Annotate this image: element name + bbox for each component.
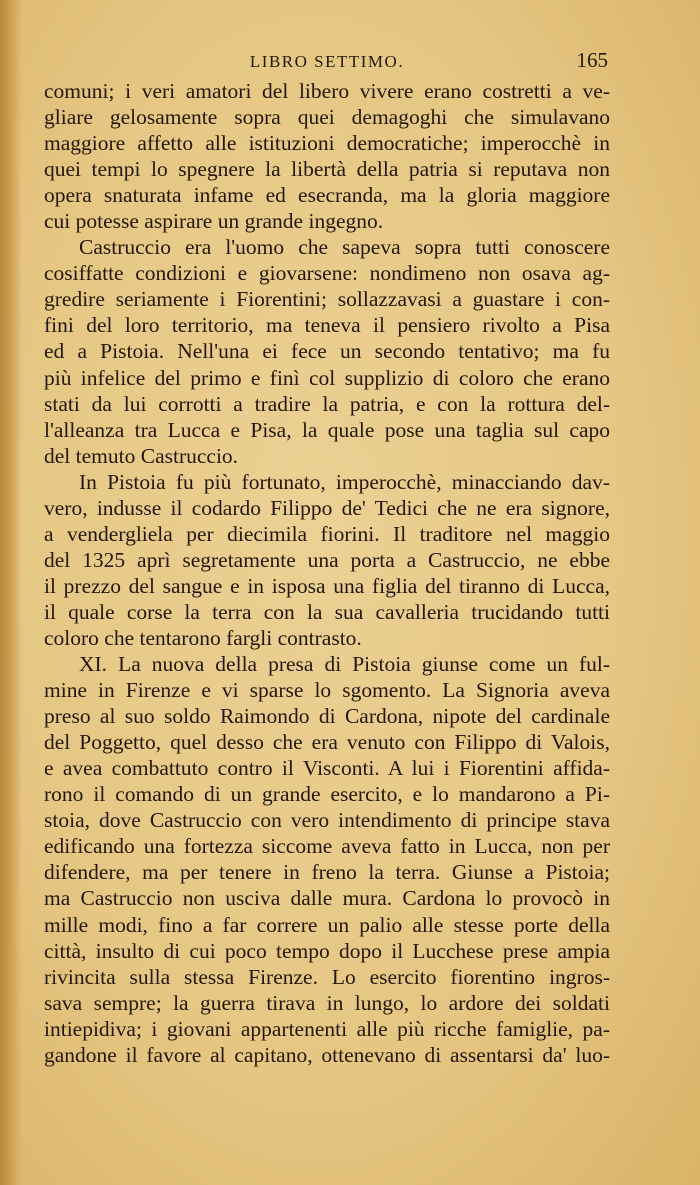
text-line: vero, indusse il codardo Filippo de' Tedici che ne era signore, — [44, 495, 610, 520]
text-line: stati da lui corrotti a tradire la patria, e con la rottura del- — [44, 391, 610, 416]
text-line: del 1325 aprì segretamente una porta a Castruccio, ne ebbe — [44, 547, 610, 572]
text-line: del temuto Castruccio. — [44, 443, 239, 468]
text-line: il quale corse la terra con la sua cavalleria trucidando tutti — [44, 599, 610, 624]
text-line: l'alleanza tra Lucca e Pisa, la quale pose una taglia sul capo — [44, 417, 610, 442]
text-line: maggiore affetto alle istituzioni democratiche; imperocchè in — [44, 131, 610, 156]
text-line: quei tempi lo spegnere la libertà della patria si reputava non — [44, 157, 610, 182]
running-title: LIBRO SETTIMO. — [249, 52, 405, 71]
text-line: sava sempre; la guerra tirava in lungo, lo ardore dei soldati — [44, 990, 610, 1015]
text-line: e avea combattuto contro il Visconti. A lui i Fiorentini affida- — [44, 756, 610, 781]
text-line: città, insulto di cui poco tempo dopo il Lucchese prese ampia — [44, 938, 610, 963]
text-line: rono il comando di un grande esercito, e lo mandarono a Pi- — [44, 782, 610, 807]
text-line: comuni; i veri amatori del libero vivere erano costretti a ve- — [44, 79, 610, 103]
text-line: del Poggetto, quel desso che era venuto con Filippo di Valois, — [44, 730, 610, 755]
text-line: coloro che tentarono fargli contrasto. — [44, 625, 362, 650]
text-line: cosiffatte condizioni e giovarsene: nondimeno non osava ag- — [44, 261, 610, 286]
text-line: preso al suo soldo Raimondo di Cardona, nipote del cardinale — [44, 704, 610, 729]
section-start-line: XI. La nuova della presa di Pistoia giunse come un ful- — [79, 652, 610, 677]
text-line: rivincita sulla stessa Firenze. Lo esercito fiorentino ingros- — [44, 964, 610, 989]
page-number: 165 — [576, 48, 608, 72]
text-line: ma Castruccio non usciva dalle mura. Cardona lo provocò in — [44, 886, 610, 911]
text-line: mine in Firenze e vi sparse lo sgomento. La Signoria aveva — [44, 678, 610, 703]
body-text — [44, 78, 610, 1068]
text-line: intiepidiva; i giovani appartenenti alle più ricche famiglie, pa- — [44, 1016, 610, 1041]
text-line: il prezzo del sangue e in isposa una figlia del tiranno di Lucca, — [44, 573, 610, 598]
text-line: Castruccio era l'uomo che sapeva sopra tutti conoscere — [79, 235, 610, 260]
text-line: In Pistoia fu più fortunato, imperocchè, minacciando dav- — [79, 469, 610, 494]
text-line: gredire seriamente i Fiorentini; sollazzavasi a guastare i con- — [44, 287, 610, 312]
text-line: difendere, ma per tenere in freno la terra. Giunse a Pistoia; — [44, 860, 610, 885]
running-head — [44, 48, 610, 78]
book-spine-shadow — [0, 0, 22, 1185]
text-line: a vendergliela per diecimila fiorini. Il traditore nel maggio — [44, 521, 610, 546]
text-line: edificando una fortezza siccome aveva fatto in Lucca, non per — [44, 834, 610, 859]
text-line: gliare gelosamente sopra quei demagoghi che simulavano — [44, 105, 610, 130]
text-line: più infelice del primo e finì col supplizio di coloro che erano — [44, 365, 610, 390]
text-line: gandone il favore al capitano, ottenevano di assentarsi da' luo- — [44, 1042, 610, 1067]
text-line: stoia, dove Castruccio con vero intendimento di principe stava — [44, 808, 610, 833]
text-line: mille modi, fino a far correre un palio alle stesse porte della — [44, 912, 610, 937]
text-line: ed a Pistoia. Nell'una ei fece un secondo tentativo; ma fu — [44, 339, 610, 364]
text-line: fini del loro territorio, ma teneva il pensiero rivolto a Pisa — [44, 313, 610, 338]
text-line: cui potesse aspirare un grande ingegno. — [44, 209, 384, 234]
book-page — [44, 48, 610, 1068]
text-line: opera snaturata infame ed esecranda, ma la gloria maggiore — [44, 183, 610, 208]
